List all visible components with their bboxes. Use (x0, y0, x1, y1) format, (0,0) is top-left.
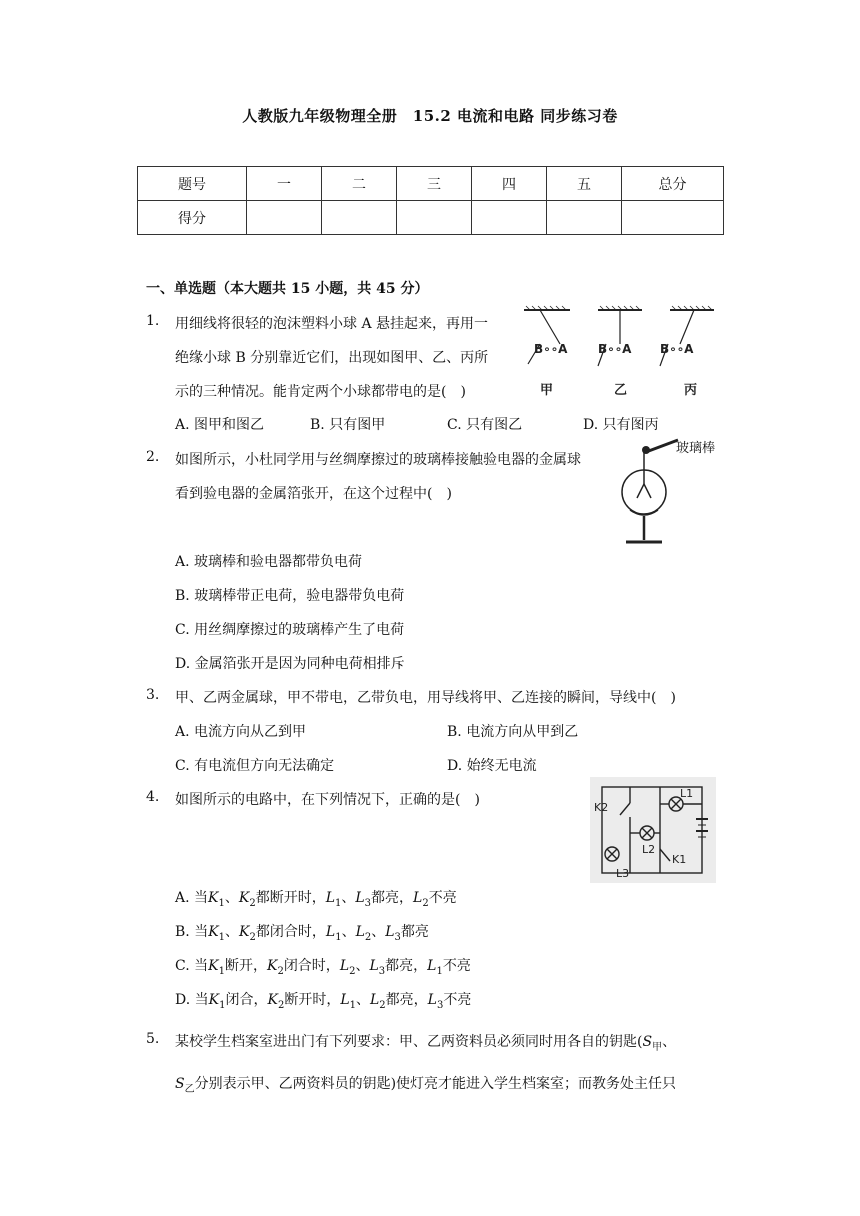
figure-label: K1 (672, 853, 687, 866)
question-number: 5. (146, 1031, 160, 1047)
question-text: 看到验电器的金属箔张开，在这个过程中( ) (175, 486, 452, 502)
circuit-figure (590, 777, 716, 883)
figure-label: K2 (594, 801, 609, 814)
score-input-cell (247, 201, 322, 235)
section-heading: 一、单选题（本大题共 15 小题，共 45 分） (146, 281, 429, 297)
figure-label: 玻璃棒 (676, 441, 716, 456)
ball-label: B∘∘A (598, 342, 632, 356)
figure-label: L3 (616, 867, 630, 880)
option: C. 当$K_1$断开，$K_2$闭合时，$L_2$、$L_3$都亮，$L_1$不亮 (175, 958, 471, 977)
question-text: 用细线将很轻的泡沫塑料小球 A 悬挂起来，再用一 (175, 316, 489, 332)
table-row (138, 201, 724, 235)
question-text: 某校学生档案室进出门有下列要求：甲、乙两资料员必须同时用各自的钥匙($S_甲$、 (175, 1034, 677, 1053)
electroscope-figure (604, 436, 724, 550)
option: D. 当$K_1$闭合，$K_2$断开时，$L_1$、$L_2$都亮，$L_3$不亮 (175, 992, 472, 1011)
question-text: 绝缘小球 B 分别靠近它们，出现如图甲、乙、丙所 (175, 350, 489, 366)
score-input-cell (397, 201, 472, 235)
table-cell: 得分 (138, 201, 247, 235)
question-text: 如图所示，小杜同学用与丝绸摩擦过的玻璃棒接触验电器的金属球 (175, 452, 581, 468)
option: B. 只有图甲 (310, 417, 386, 433)
figure-label: 甲 (540, 383, 554, 398)
figure-label: 乙 (614, 383, 628, 398)
question-number: 1. (146, 313, 160, 329)
question-text: 甲、乙两金属球，甲不带电，乙带负电，用导线将甲、乙连接的瞬间，导线中( ) (175, 690, 676, 706)
table-cell: 三 (397, 167, 472, 201)
table-cell: 一 (247, 167, 322, 201)
option: D. 始终无电流 (447, 758, 537, 774)
question-number: 4. (146, 789, 160, 805)
option: D. 金属箔张开是因为同种电荷相排斥 (175, 656, 405, 672)
option: A. 电流方向从乙到甲 (175, 724, 307, 740)
score-input-cell (547, 201, 622, 235)
option: A. 当$K_1$、$K_2$都断开时，$L_1$、$L_3$都亮，$L_2$不亮 (175, 890, 457, 909)
table-cell: 五 (547, 167, 622, 201)
question-number: 2. (146, 449, 160, 465)
option: A. 玻璃棒和验电器都带负电荷 (175, 554, 363, 570)
table-cell: 四 (472, 167, 547, 201)
score-input-cell (322, 201, 397, 235)
table-cell: 总分 (622, 167, 724, 201)
option: D. 只有图丙 (583, 417, 659, 433)
table-row (138, 167, 724, 201)
score-input-cell (472, 201, 547, 235)
option: B. 玻璃棒带正电荷，验电器带负电荷 (175, 588, 405, 604)
figure-label: L1 (680, 787, 694, 800)
option: C. 用丝绸摩擦过的玻璃棒产生了电荷 (175, 622, 405, 638)
option: B. 当$K_1$、$K_2$都闭合时，$L_1$、$L_2$、$L_3$都亮 (175, 924, 429, 943)
ball-label: B∘∘A (534, 342, 568, 356)
page-title: 人教版九年级物理全册 15.2 电流和电路 同步练习卷 (242, 107, 618, 125)
question-text: $S_乙$分别表示甲、乙两资料员的钥匙)使灯亮才能进入学生档案室；而教务处主任只 (175, 1076, 677, 1095)
score-table (137, 166, 724, 235)
ball-label: B∘∘A (660, 342, 694, 356)
table-cell: 题号 (138, 167, 247, 201)
score-input-cell (622, 201, 724, 235)
question-text: 示的三种情况。能肯定两个小球都带电的是( ) (175, 384, 466, 400)
option: A. 图甲和图乙 (175, 417, 265, 433)
option: C. 只有图乙 (447, 417, 523, 433)
question-number: 3. (146, 687, 160, 703)
table-cell: 二 (322, 167, 397, 201)
pendulum-figure (518, 302, 718, 402)
figure-label: 丙 (684, 383, 698, 398)
question-text: 如图所示的电路中，在下列情况下，正确的是( ) (175, 792, 480, 808)
option: B. 电流方向从甲到乙 (447, 724, 579, 740)
option: C. 有电流但方向无法确定 (175, 758, 335, 774)
figure-label: L2 (642, 843, 656, 856)
